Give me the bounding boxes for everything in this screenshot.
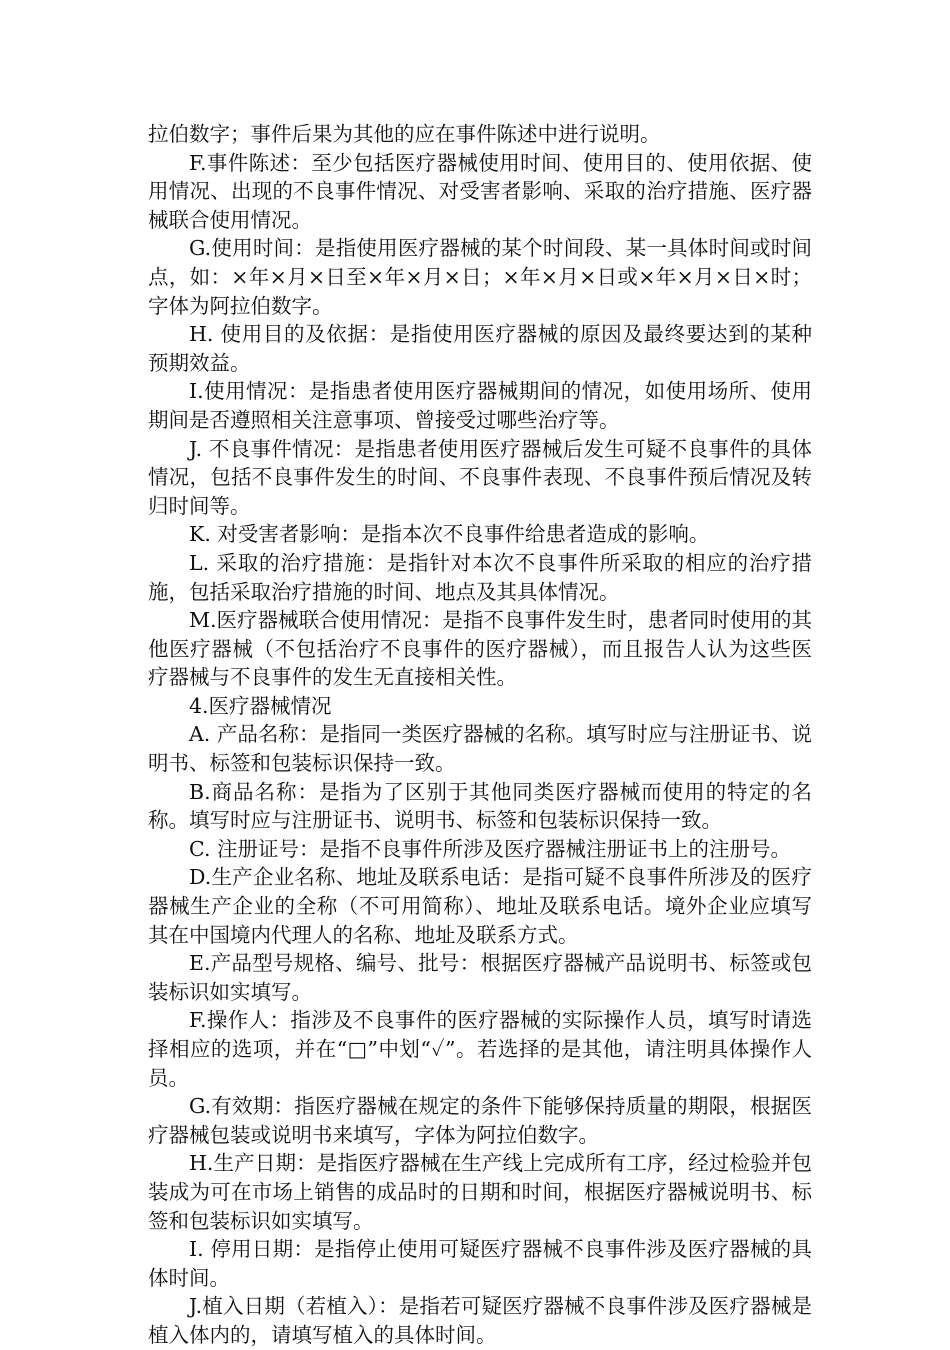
paragraph: F.事件陈述：至少包括医疗器械使用时间、使用目的、使用依据、使用情况、出现的不良事件情况、对受害者影响、采取的治疗措施、医疗器械联合使用情况。: [148, 150, 812, 232]
document-body: [148, 120, 812, 1350]
paragraph: K. 对受害者影响：是指本次不良事件给患者造成的影响。: [189, 522, 710, 547]
paragraph: E.产品型号规格、编号、批号：根据医疗器械产品说明书、标签或包装标识如实填写。: [148, 951, 812, 1004]
paragraph: D.生产企业名称、地址及联系电话：是指可疑不良事件所涉及的医疗器械生产企业的全称（不可用简称）、地址及联系电话。境外企业应填写其在中国境内代理人的名称、地址及联系方式。: [148, 865, 812, 947]
paragraph: H. 使用目的及依据：是指使用医疗器械的原因及最终要达到的某种预期效益。: [148, 322, 812, 375]
paragraph: I.使用情况：是指患者使用医疗器械期间的情况，如使用场所、使用期间是否遵照相关注意事项、曾接受过哪些治疗等。: [148, 379, 812, 432]
paragraph: C. 注册证号：是指不良事件所涉及医疗器械注册证书上的注册号。: [189, 836, 791, 861]
section-heading: 4.医疗器械情况: [189, 693, 332, 718]
paragraph: A. 产品名称：是指同一类医疗器械的名称。填写时应与注册证书、说明书、标签和包装标识保持一致。: [148, 722, 812, 776]
paragraph: J.植入日期（若植入）：是指若可疑医疗器械不良事件涉及医疗器械是植入体内的，请填写植入的具体时间。: [148, 1294, 812, 1347]
paragraph: H.生产日期：是指医疗器械在生产线上完成所有工序，经过检验并包装成为可在市场上销售的成品时的日期和时间，根据医疗器械说明书、标签和包装标识如实填写。: [148, 1151, 812, 1233]
paragraph: G.有效期：指医疗器械在规定的条件下能够保持质量的期限，根据医疗器械包装或说明书来填写，字体为阿拉伯数字。: [148, 1094, 812, 1147]
paragraph: G.使用时间：是指使用医疗器械的某个时间段、某一具体时间或时间点，如：×年×月×日至×年×月×日；×年×月×日或×年×月×日×时；字体为阿拉伯数字。: [148, 236, 812, 318]
paragraph: M.医疗器械联合使用情况：是指不良事件发生时，患者同时使用的其他医疗器械（不包括治疗不良事件的医疗器械），而且报告人认为这些医疗器械与不良事件的发生无直接相关性。: [148, 608, 812, 690]
paragraph: 拉伯数字；事件后果为其他的应在事件陈述中进行说明。: [148, 122, 661, 146]
paragraph: I. 停用日期：是指停止使用可疑医疗器械不良事件涉及医疗器械的具体时间。: [148, 1237, 812, 1290]
paragraph: B.商品名称：是指为了区别于其他同类医疗器械而使用的特定的名称。填写时应与注册证书、说明书、标签和包装标识保持一致。: [148, 779, 812, 833]
paragraph: F.操作人：指涉及不良事件的医疗器械的实际操作人员，填写时请选择相应的选项，并在“□”中划“✓”。若选择的是其他，请注明具体操作人员。: [148, 1008, 812, 1090]
paragraph: L. 采取的治疗措施：是指针对本次不良事件所采取的相应的治疗措施，包括采取治疗措施的时间、地点及其具体情况。: [148, 550, 812, 604]
paragraph: J. 不良事件情况：是指患者使用医疗器械后发生可疑不良事件的具体情况，包括不良事件发生的时间、不良事件表现、不良事件预后情况及转归时间等。: [148, 436, 812, 518]
